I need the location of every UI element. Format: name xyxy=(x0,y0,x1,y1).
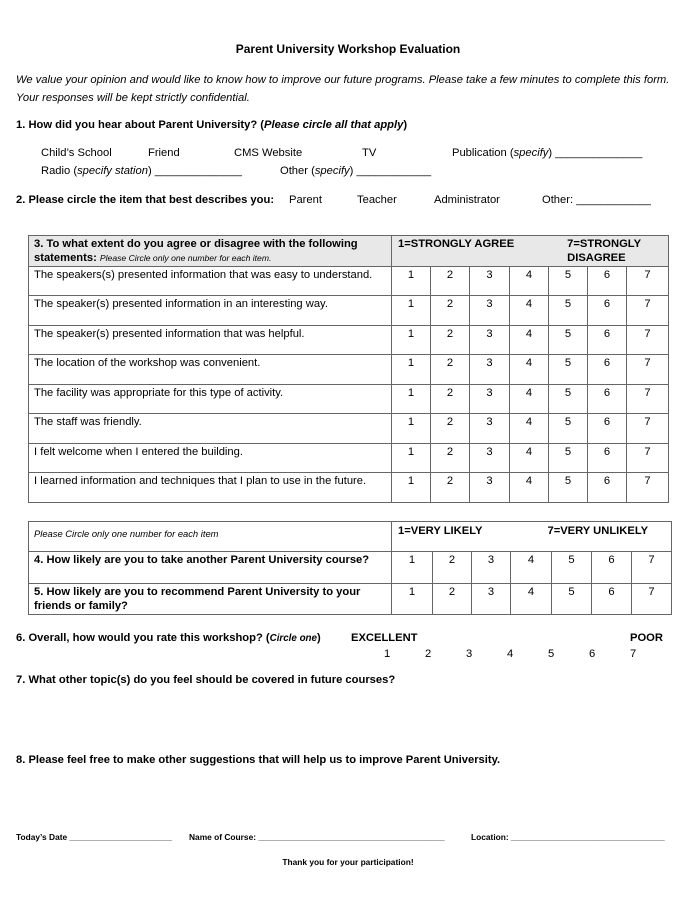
location-field[interactable]: Location: _________________________________ xyxy=(471,832,665,842)
q3-agreement-table xyxy=(28,235,669,503)
q3-statement-row xyxy=(29,355,669,385)
q3-choice-6[interactable]: 6 xyxy=(588,267,627,296)
q3-choice-3[interactable]: 3 xyxy=(470,473,510,503)
q3-statement-text: The speakers(s) presented information that was easy to understand. xyxy=(29,267,392,296)
q3-choice-6[interactable]: 6 xyxy=(588,296,627,326)
q5-choice-1[interactable]: 1 xyxy=(392,584,433,615)
q3-statement-text: The speaker(s) presented information in an interesting way. xyxy=(29,296,392,326)
q5-choice-3[interactable]: 3 xyxy=(472,584,511,615)
q3-statement-row xyxy=(29,384,669,414)
q4-choice-4[interactable]: 4 xyxy=(511,552,552,584)
q3-statement-text: The speaker(s) presented information that was helpful. xyxy=(29,325,392,355)
q1-option-other[interactable]: Other (specify) ____________ xyxy=(280,165,432,177)
q3-choice-7[interactable]: 7 xyxy=(627,443,669,473)
q3-choice-1[interactable]: 1 xyxy=(392,267,431,296)
q3-choice-2[interactable]: 2 xyxy=(431,355,470,385)
q1-option-school[interactable]: Child’s School xyxy=(41,147,112,159)
q3-choice-7[interactable]: 7 xyxy=(627,473,669,503)
q5-choice-5[interactable]: 5 xyxy=(552,584,592,615)
q3-statement-text: I felt welcome when I entered the building. xyxy=(29,443,392,473)
q3-choice-3[interactable]: 3 xyxy=(470,384,510,414)
q4-choice-6[interactable]: 6 xyxy=(592,552,632,584)
q3-choice-6[interactable]: 6 xyxy=(588,473,627,503)
likely-header-scale: 1=VERY LIKELY 7=VERY UNLIKELY xyxy=(392,522,672,552)
q5-choice-7[interactable]: 7 xyxy=(632,584,672,615)
q1-label: 1. How did you hear about Parent University? (Please circle all that apply) xyxy=(16,119,408,131)
q3-choice-1[interactable]: 1 xyxy=(392,443,431,473)
q3-choice-2[interactable]: 2 xyxy=(431,443,470,473)
q3-choice-1[interactable]: 1 xyxy=(392,325,431,355)
q1-option-publication[interactable]: Publication (specify) ______________ xyxy=(452,147,643,159)
q3-choice-5[interactable]: 5 xyxy=(549,325,588,355)
q3-choice-1[interactable]: 1 xyxy=(392,473,431,503)
q3-statement-row xyxy=(29,296,669,326)
q3-choice-7[interactable]: 7 xyxy=(627,267,669,296)
q4-choice-2[interactable]: 2 xyxy=(433,552,472,584)
q3-choice-4[interactable]: 4 xyxy=(510,443,549,473)
likely-row-q4 xyxy=(29,552,672,584)
q5-choice-6[interactable]: 6 xyxy=(592,584,632,615)
likely-header-note: Please Circle only one number for each item xyxy=(29,522,392,552)
q2-option-teacher[interactable]: Teacher xyxy=(357,194,397,206)
q8-answer-area[interactable] xyxy=(16,772,676,824)
q2-option-administrator[interactable]: Administrator xyxy=(434,194,500,206)
q3-choice-5[interactable]: 5 xyxy=(549,443,588,473)
q3-statement-text: The facility was appropriate for this type of activity. xyxy=(29,384,392,414)
q3-choice-3[interactable]: 3 xyxy=(470,325,510,355)
q6-choice-2[interactable]: 2 xyxy=(425,648,432,660)
q6-excellent-label: EXCELLENT xyxy=(351,632,418,644)
q3-choice-1[interactable]: 1 xyxy=(392,414,431,444)
thank-you-text: Thank you for your participation! xyxy=(282,857,414,867)
q4-choice-5[interactable]: 5 xyxy=(552,552,592,584)
q1-option-friend[interactable]: Friend xyxy=(148,147,180,159)
q1-option-radio[interactable]: Radio (specify station) ______________ xyxy=(41,165,242,177)
q7-label: 7. What other topic(s) do you feel should be covered in future courses? xyxy=(16,674,396,686)
q3-statement-text: The location of the workshop was convenient. xyxy=(29,355,392,385)
q7-answer-area[interactable] xyxy=(16,692,676,748)
q3-choice-3[interactable]: 3 xyxy=(470,414,510,444)
q4-choice-3[interactable]: 3 xyxy=(472,552,511,584)
q3-choice-4[interactable]: 4 xyxy=(510,355,549,385)
q3-choice-4[interactable]: 4 xyxy=(510,296,549,326)
q3-choice-2[interactable]: 2 xyxy=(431,267,470,296)
likely-table xyxy=(28,521,672,615)
q3-header-scale: 1=STRONGLY AGREE 7=STRONGLY DISAGREE xyxy=(392,236,669,267)
q3-statement-text: I learned information and techniques that I plan to use in the future. xyxy=(29,473,392,503)
q3-statement-row xyxy=(29,414,669,444)
q8-label: 8. Please feel free to make other suggestions that will help us to improve Parent University. xyxy=(16,754,501,766)
q3-choice-1[interactable]: 1 xyxy=(392,296,431,326)
q6-choice-1[interactable]: 1 xyxy=(384,648,391,660)
q3-choice-5[interactable]: 5 xyxy=(549,296,588,326)
q3-choice-5[interactable]: 5 xyxy=(549,473,588,503)
q3-choice-7[interactable]: 7 xyxy=(627,414,669,444)
q3-choice-1[interactable]: 1 xyxy=(392,355,431,385)
q2-option-parent[interactable]: Parent xyxy=(289,194,322,206)
q6-choice-5[interactable]: 5 xyxy=(548,648,555,660)
q6-label: 6. Overall, how would you rate this workshop? (Circle one) xyxy=(16,632,321,644)
q3-choice-4[interactable]: 4 xyxy=(510,384,549,414)
q3-statement-row xyxy=(29,325,669,355)
q3-choice-5[interactable]: 5 xyxy=(549,355,588,385)
q5-choice-4[interactable]: 4 xyxy=(511,584,552,615)
q3-statement-row xyxy=(29,267,669,296)
q2-label: 2. Please circle the item that best describes you: xyxy=(16,194,275,206)
q6-choice-3[interactable]: 3 xyxy=(466,648,473,660)
q3-choice-6[interactable]: 6 xyxy=(588,325,627,355)
q3-choice-2[interactable]: 2 xyxy=(431,414,470,444)
q4-choice-7[interactable]: 7 xyxy=(632,552,672,584)
q3-choice-4[interactable]: 4 xyxy=(510,473,549,503)
q4-label: 4. How likely are you to take another Parent University course? xyxy=(29,552,392,584)
q6-choice-4[interactable]: 4 xyxy=(507,648,514,660)
q1-option-tv[interactable]: TV xyxy=(362,147,377,159)
q3-header-question: 3. To what extent do you agree or disagree with the following statements: Please Circle only one number for each item. xyxy=(29,236,392,267)
q3-choice-3[interactable]: 3 xyxy=(470,267,510,296)
q2-option-other[interactable]: Other: ____________ xyxy=(542,194,651,206)
q3-choice-1[interactable]: 1 xyxy=(392,384,431,414)
q1-option-cms[interactable]: CMS Website xyxy=(234,147,303,159)
q3-choice-6[interactable]: 6 xyxy=(588,443,627,473)
q3-choice-3[interactable]: 3 xyxy=(470,355,510,385)
q3-choice-7[interactable]: 7 xyxy=(627,296,669,326)
q6-choice-6[interactable]: 6 xyxy=(589,648,596,660)
q3-choice-2[interactable]: 2 xyxy=(431,296,470,326)
q6-choice-7[interactable]: 7 xyxy=(630,648,637,660)
q3-choice-5[interactable]: 5 xyxy=(549,384,588,414)
q3-statement-row xyxy=(29,473,669,503)
q3-choice-7[interactable]: 7 xyxy=(627,355,669,385)
todays-date-field[interactable]: Today’s Date ______________________ xyxy=(16,832,172,842)
q3-choice-3[interactable]: 3 xyxy=(470,443,510,473)
likely-header-row xyxy=(29,522,672,552)
q3-choice-2[interactable]: 2 xyxy=(431,473,470,503)
q3-statement-text: The staff was friendly. xyxy=(29,414,392,444)
q5-choice-2[interactable]: 2 xyxy=(433,584,472,615)
q3-choice-4[interactable]: 4 xyxy=(510,414,549,444)
q6-poor-label: POOR xyxy=(630,632,663,644)
q3-statement-row xyxy=(29,443,669,473)
course-name-field[interactable]: Name of Course: ________________________________________ xyxy=(189,832,445,842)
q3-choice-6[interactable]: 6 xyxy=(588,384,627,414)
q3-choice-6[interactable]: 6 xyxy=(588,355,627,385)
q3-choice-4[interactable]: 4 xyxy=(510,325,549,355)
q5-label: 5. How likely are you to recommend Parent University to your friends or family? xyxy=(29,584,392,615)
q3-choice-2[interactable]: 2 xyxy=(431,325,470,355)
q3-header-row xyxy=(29,236,669,267)
q3-choice-6[interactable]: 6 xyxy=(588,414,627,444)
q3-choice-3[interactable]: 3 xyxy=(470,296,510,326)
q4-choice-1[interactable]: 1 xyxy=(392,552,433,584)
q3-choice-4[interactable]: 4 xyxy=(510,267,549,296)
q3-choice-7[interactable]: 7 xyxy=(627,384,669,414)
q3-choice-7[interactable]: 7 xyxy=(627,325,669,355)
page-title: Parent University Workshop Evaluation xyxy=(235,42,461,56)
q3-choice-5[interactable]: 5 xyxy=(549,267,588,296)
q3-choice-2[interactable]: 2 xyxy=(431,384,470,414)
intro-text: We value your opinion and would like to know how to improve our future programs. Please take a few minutes to complete this form. Your responses will be kept strictly confidential. xyxy=(16,74,670,104)
q3-choice-5[interactable]: 5 xyxy=(549,414,588,444)
likely-row-q5 xyxy=(29,584,672,615)
